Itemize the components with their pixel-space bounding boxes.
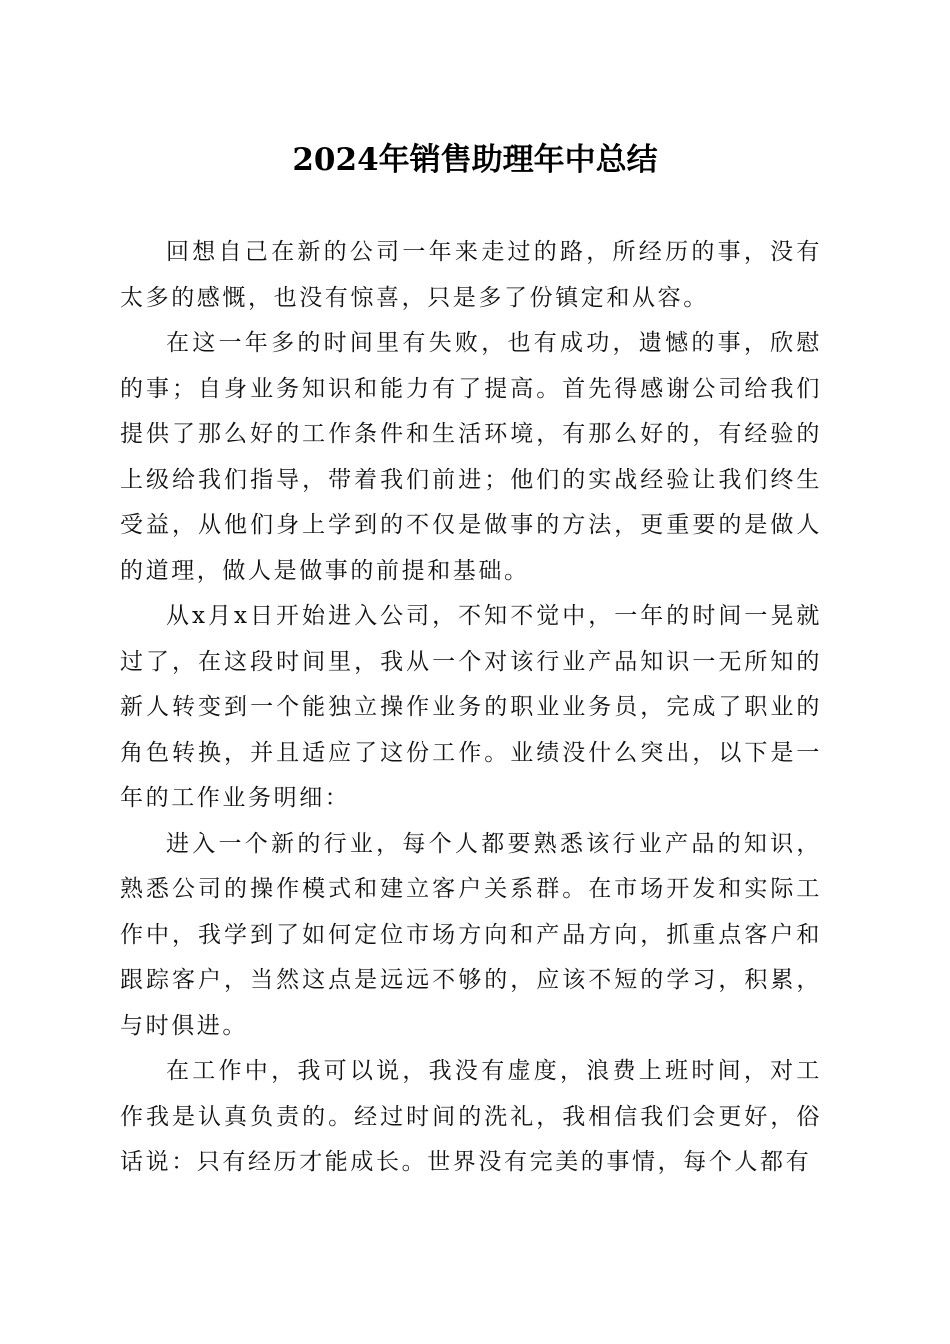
paragraph-1: 回想自己在新的公司一年来走过的路，所经历的事，没有太多的感慨，也没有惊喜，只是多了份镇定和从容。	[120, 239, 822, 311]
paragraph-5: 在工作中，我可以说，我没有虚度，浪费上班时间，对工作我是认真负责的。经过时间的洗礼，我相信我们会更好，俗话说：只有经历才能成长。世界没有完美的事情，每个人都有	[120, 1058, 822, 1175]
document-title: 2024年销售助理年中总结	[292, 142, 658, 178]
paragraph-3: 从x月x日开始进入公司，不知不觉中，一年的时间一晃就过了，在这段时间里，我从一个对该行业产品知识一无所知的新人转变到一个能独立操作业务的职业业务员，完成了职业的角色转换，并且适应了这份工作。业绩没什么突出，以下是一年的工作业务明细：	[120, 603, 822, 811]
paragraph-4: 进入一个新的行业，每个人都要熟悉该行业产品的知识，熟悉公司的操作模式和建立客户关系群。在市场开发和实际工作中，我学到了如何定位市场方向和产品方向，抓重点客户和跟踪客户，当然这点是远远不够的，应该不短的学习，积累，与时俱进。	[120, 830, 822, 1039]
paragraph-2: 在这一年多的时间里有失败，也有成功，遗憾的事，欣慰的事；自身业务知识和能力有了提高。首先得感谢公司给我们提供了那么好的工作条件和生活环境，有那么好的，有经验的上级给我们指导，带着我们前进；他们的实战经验让我们终生受益，从他们身上学到的不仅是做事的方法，更重要的是做人的道理，做人是做事的前提和基础。	[120, 330, 822, 584]
document-body	[120, 230, 822, 1186]
